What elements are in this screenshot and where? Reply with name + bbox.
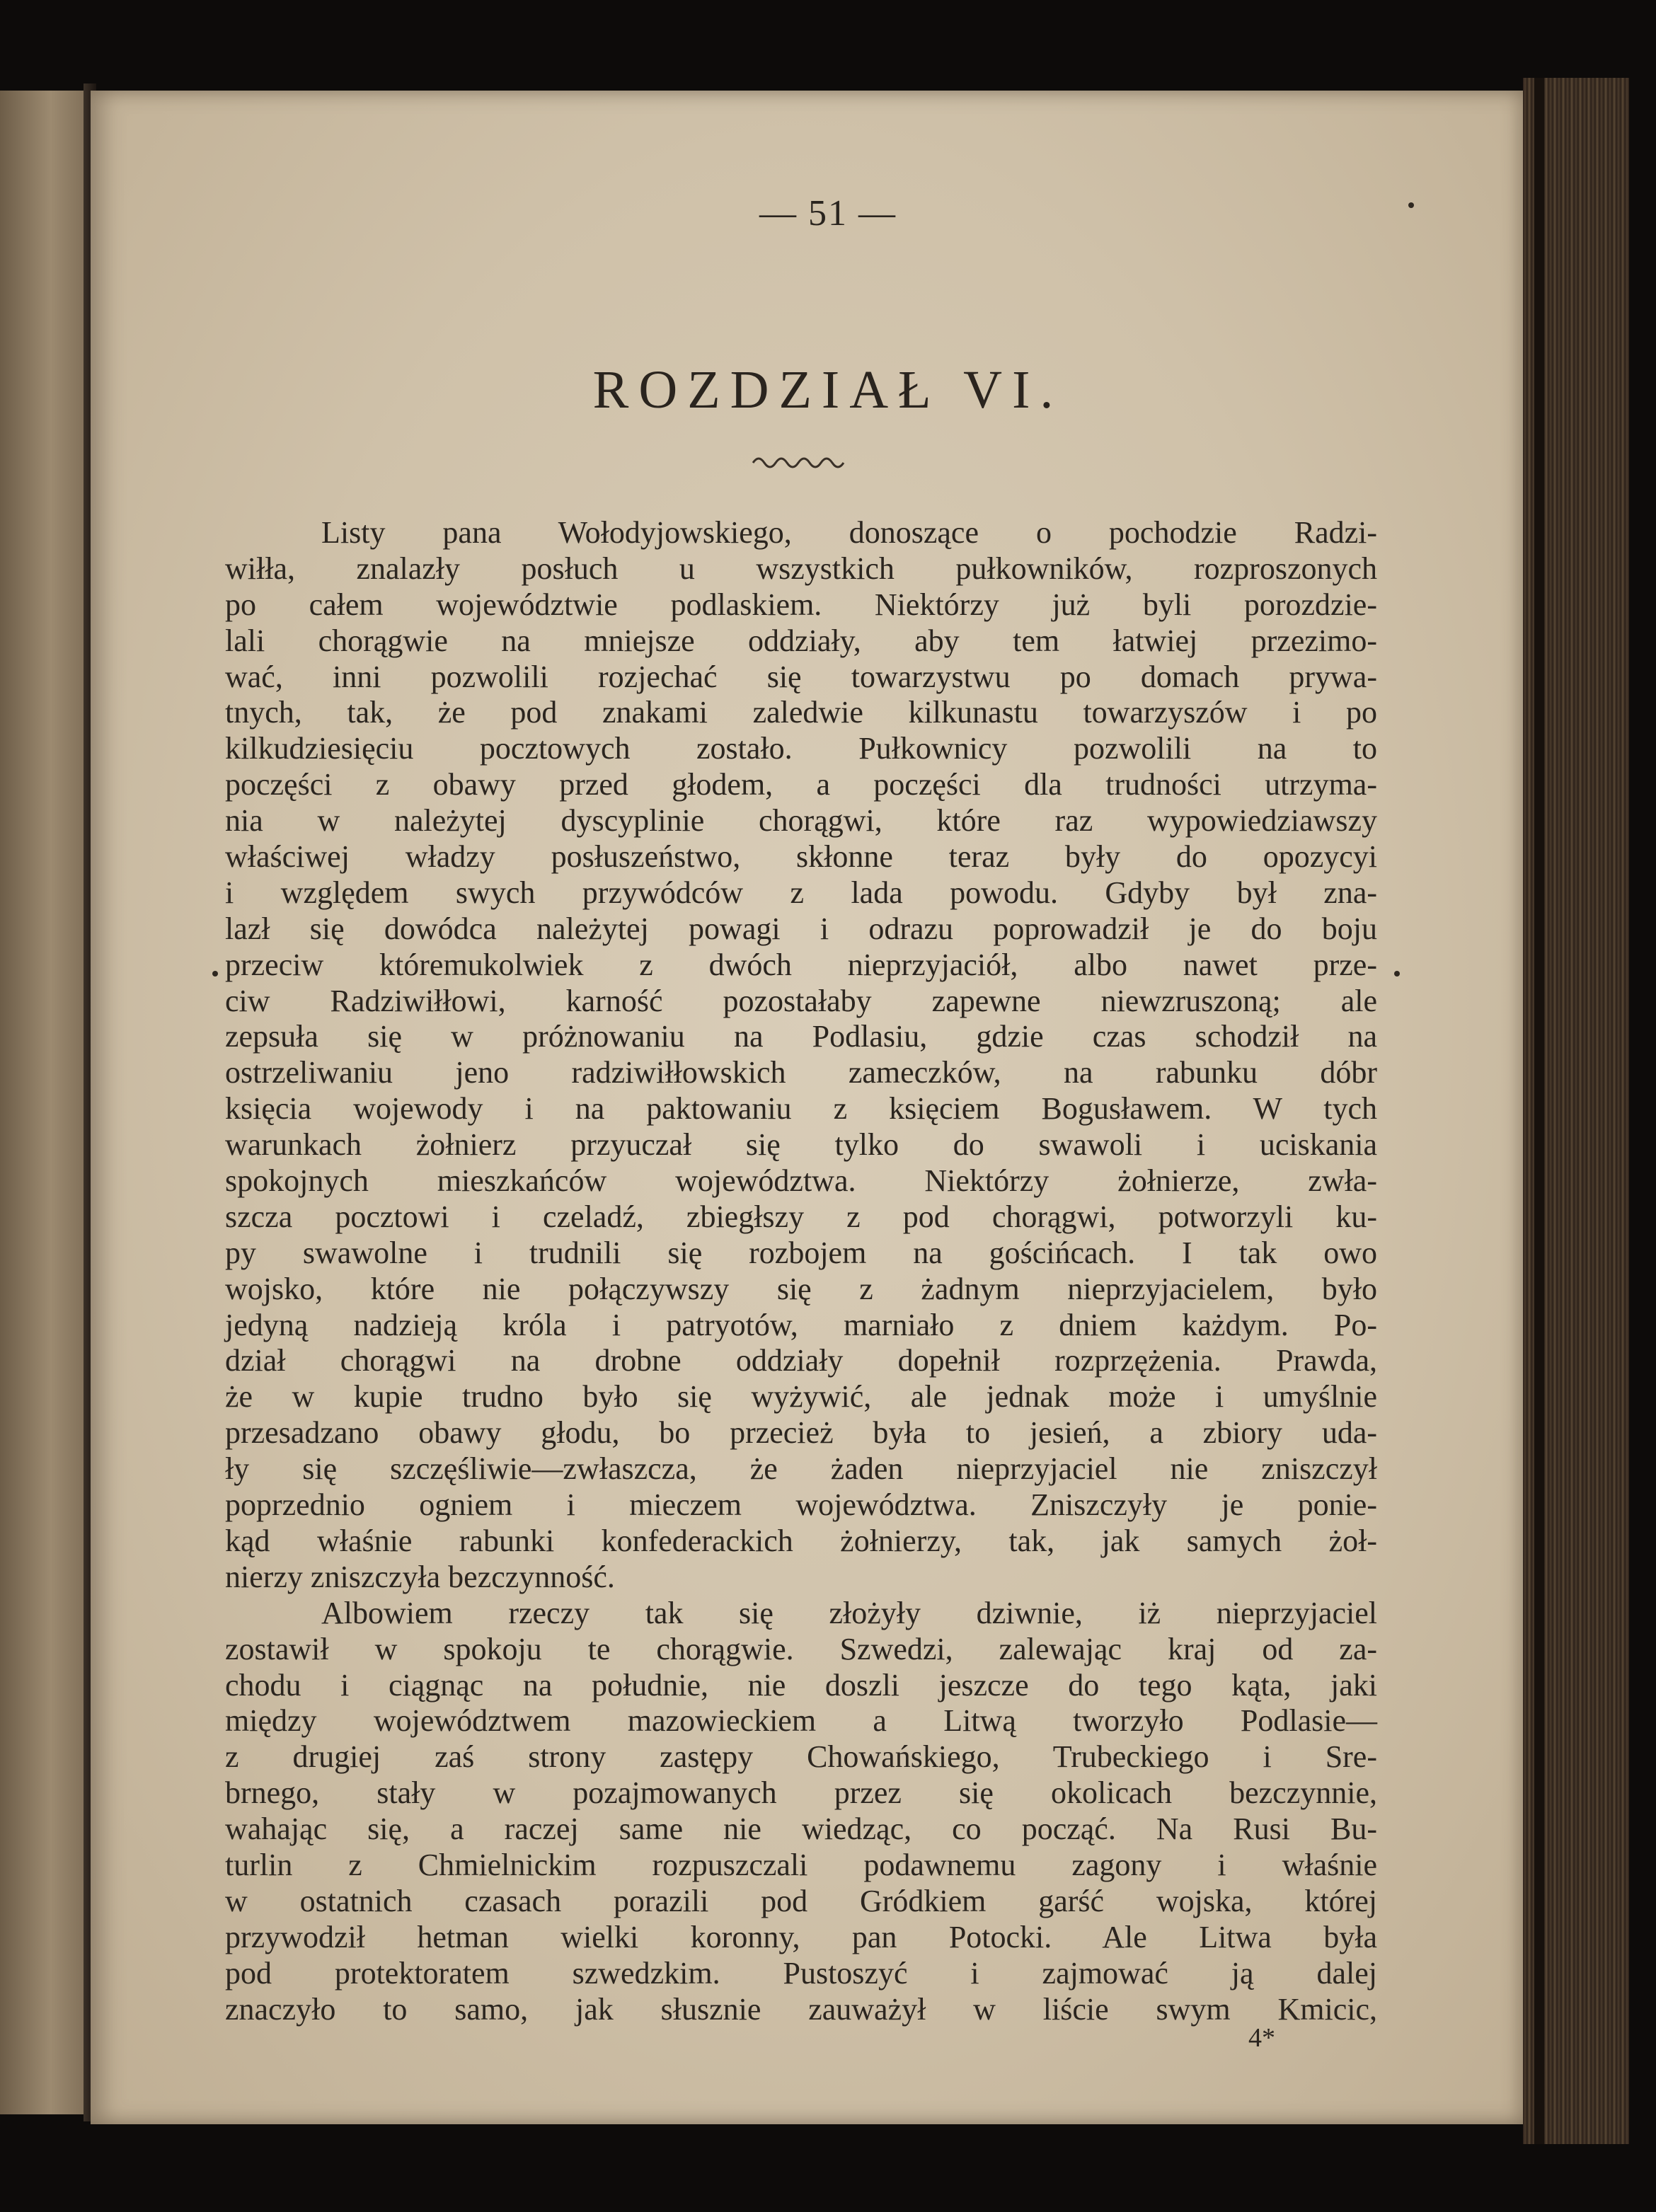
paper-speck <box>1394 971 1400 977</box>
text-line: przywodził hetman wielki koronny, pan Potocki. Ale Litwa była <box>225 1919 1377 1954</box>
text-line: wiłła, znalazły posłuch u wszystkich pułkowników, rozproszonych <box>225 551 1377 586</box>
chapter-body-text <box>225 515 1377 2027</box>
text-line: wahając się, a raczej same nie wiedząc, co począć. Na Rusi Bu- <box>225 1811 1377 1847</box>
text-line: nierzy zniszczyła bezczynność. <box>225 1559 615 1594</box>
text-line: pod protektoratem szwedzkim. Pustoszyć i zajmować ją dalej <box>225 1955 1377 1991</box>
text-line: turlin z Chmielnickim rozpuszczali podawnemu zagony i właśnie <box>225 1847 1377 1882</box>
signature-mark: 4* <box>1248 2023 1275 2053</box>
text-line: po całem województwie podlaskiem. Niektórzy już byli porozdzie- <box>225 587 1377 622</box>
text-line: w ostatnich czasach porazili pod Gródkiem garść wojska, której <box>225 1883 1377 1918</box>
text-line: py swawolne i trudnili się rozbojem na gościńcach. I tak owo <box>225 1235 1377 1270</box>
text-line: szcza pocztowi i czeladź, zbiegłszy z pod chorągwi, potworzyli ku- <box>225 1199 1377 1234</box>
text-line: Listy pana Wołodyjowskiego, donoszące o pochodzie Radzi- <box>321 515 1377 550</box>
chapter-title: ROZDZIAŁ VI. <box>592 360 1064 420</box>
wavy-divider-icon <box>750 450 849 471</box>
text-line: przeciw któremukolwiek z dwóch nieprzyjaciół, albo nawet prze- <box>225 947 1377 982</box>
text-line: poprzednio ogniem i mieczem województwa. Zniszczyły je ponie- <box>225 1487 1377 1523</box>
text-line: dział chorągwi na drobne oddziały dopełnił rozprzężenia. Prawda, <box>225 1343 1377 1378</box>
text-line: ciw Radziwiłłowi, karność pozostałaby zapewne niewzruszoną; ale <box>225 983 1377 1018</box>
text-line: z drugiej zaś strony zastępy Chowańskiego, Trubeckiego i Sre- <box>225 1739 1377 1775</box>
text-line: warunkach żołnierz przyuczał się tylko do swawoli i uciskania <box>225 1127 1377 1163</box>
text-line: kilkudziesięciu pocztowych zostało. Pułkownicy pozwolili na to <box>225 731 1377 766</box>
text-line: i względem swych przywódców z lada powodu. Gdyby był zna- <box>225 875 1377 910</box>
text-line: jedyną nadzieją króla i patryotów, marniało z dniem każdym. Po- <box>225 1307 1377 1342</box>
text-line: kąd właśnie rabunki konfederackich żołnierzy, tak, jak samych żoł- <box>225 1523 1377 1558</box>
text-line: przesadzano obawy głodu, bo przecież była to jesień, a zbiory uda- <box>225 1415 1377 1451</box>
text-line: właściwej władzy posłuszeństwo, skłonne teraz były do opozycyi <box>225 839 1377 875</box>
text-line: ły się szczęśliwie—zwłaszcza, że żaden nieprzyjaciel nie zniszczył <box>225 1451 1377 1487</box>
text-line: lali chorągwie na mniejsze oddziały, aby tem łatwiej przezimo- <box>225 623 1377 658</box>
text-line: wać, inni pozwolili rozjechać się towarzystwu po domach prywa- <box>225 659 1377 694</box>
text-line: tnych, tak, że pod znakami zaledwie kilkunastu towarzyszów i po <box>225 695 1377 730</box>
text-line: między województwem mazowieckiem a Litwą tworzyło Podlasie— <box>225 1703 1377 1739</box>
text-line: nia w należytej dyscyplinie chorągwi, które raz wypowiedziawszy <box>225 803 1377 839</box>
paper-speck <box>1408 202 1414 208</box>
page-number: — 51 — <box>759 193 897 234</box>
text-line: wojsko, które nie połączywszy się z żadnym nieprzyjacielem, było <box>225 1271 1377 1306</box>
text-line: brnego, stały w pozajmowanych przez się okolicach bezczynnie, <box>225 1775 1377 1811</box>
text-line: że w kupie trudno było się wyżywić, ale jednak może i umyślnie <box>225 1379 1377 1415</box>
text-line: spokojnych mieszkańców województwa. Niektórzy żołnierze, zwła- <box>225 1163 1377 1199</box>
text-line: Albowiem rzeczy tak się złożyły dziwnie, iż nieprzyjaciel <box>321 1595 1377 1630</box>
text-line: lazł się dowódca należytej powagi i odrazu poprowadził je do boju <box>225 911 1377 946</box>
text-line: księcia wojewody i na paktowaniu z księciem Bogusławem. W tych <box>225 1091 1377 1127</box>
paper-speck <box>212 971 218 977</box>
text-line: ostrzeliwaniu jeno radziwiłłowskich zameczków, na rabunku dóbr <box>225 1055 1377 1090</box>
text-line: poczęści z obawy przed głodem, a poczęści dla trudności utrzyma- <box>225 767 1377 802</box>
text-line: zepsuła się w próżnowaniu na Podlasiu, gdzie czas schodził na <box>225 1019 1377 1054</box>
text-line: zostawił w spokoju te chorągwie. Szwedzi, zalewając kraj od za- <box>225 1631 1377 1666</box>
text-line: chodu i ciągnąc na południe, nie doszli jeszcze do tego kąta, jaki <box>225 1667 1377 1703</box>
text-line: znaczyło to samo, jak słusznie zauważył w liście swym Kmicic, <box>225 1991 1377 2027</box>
